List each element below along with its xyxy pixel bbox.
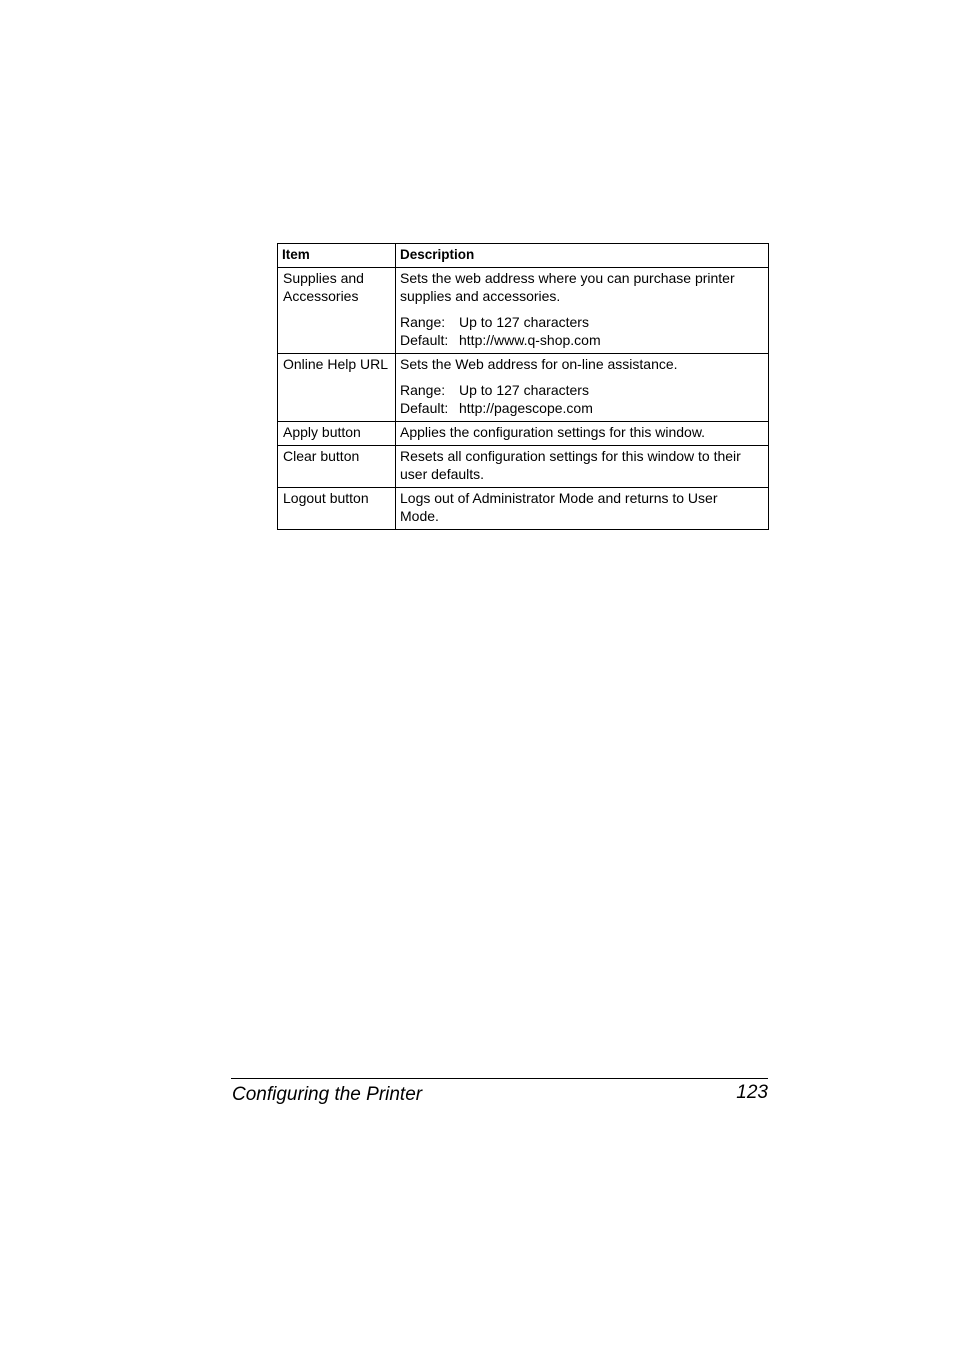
row-description-logout: Logs out of Administrator Mode and returns to User Mode. — [396, 488, 769, 530]
description-text: Sets the Web address for on-line assistance. — [400, 356, 678, 372]
row-description-apply: Applies the configuration settings for this window. — [396, 422, 769, 446]
row-item-logout: Logout button — [278, 488, 396, 530]
range-label: Range: — [400, 314, 446, 330]
row-item-supplies: Supplies and Accessories — [278, 268, 396, 354]
table-row — [278, 354, 769, 422]
default-label: Default: — [400, 332, 449, 348]
range-value: Up to 127 characters — [459, 382, 589, 398]
range-value: Up to 127 characters — [459, 314, 589, 330]
header-description: Description — [396, 244, 769, 268]
default-line — [400, 331, 760, 349]
header-item: Item — [278, 244, 396, 268]
range-line — [400, 381, 760, 399]
table-row — [278, 488, 769, 530]
row-description-supplies — [396, 268, 769, 354]
footer-chapter-title: Configuring the Printer — [232, 1084, 423, 1105]
row-description-online-help — [396, 354, 769, 422]
table-row — [278, 268, 769, 354]
range-default-block — [400, 313, 760, 349]
settings-table-container — [277, 243, 768, 530]
table-row — [278, 446, 769, 488]
default-line — [400, 399, 760, 417]
description-text: Sets the web address where you can purchase printer supplies and accessories. — [400, 270, 735, 304]
row-item-clear: Clear button — [278, 446, 396, 488]
table-header-row — [278, 244, 769, 268]
default-value: http://www.q-shop.com — [459, 332, 601, 348]
default-value: http://pagescope.com — [459, 400, 593, 416]
row-item-apply: Apply button — [278, 422, 396, 446]
row-description-clear: Resets all configuration settings for this window to their user defaults. — [396, 446, 769, 488]
footer-divider — [231, 1078, 768, 1079]
range-line — [400, 313, 760, 331]
range-default-block — [400, 381, 760, 417]
settings-table — [277, 243, 769, 530]
row-item-online-help: Online Help URL — [278, 354, 396, 422]
range-label: Range: — [400, 382, 446, 398]
table-row — [278, 422, 769, 446]
default-label: Default: — [400, 400, 449, 416]
footer-page-number: 123 — [736, 1082, 768, 1103]
